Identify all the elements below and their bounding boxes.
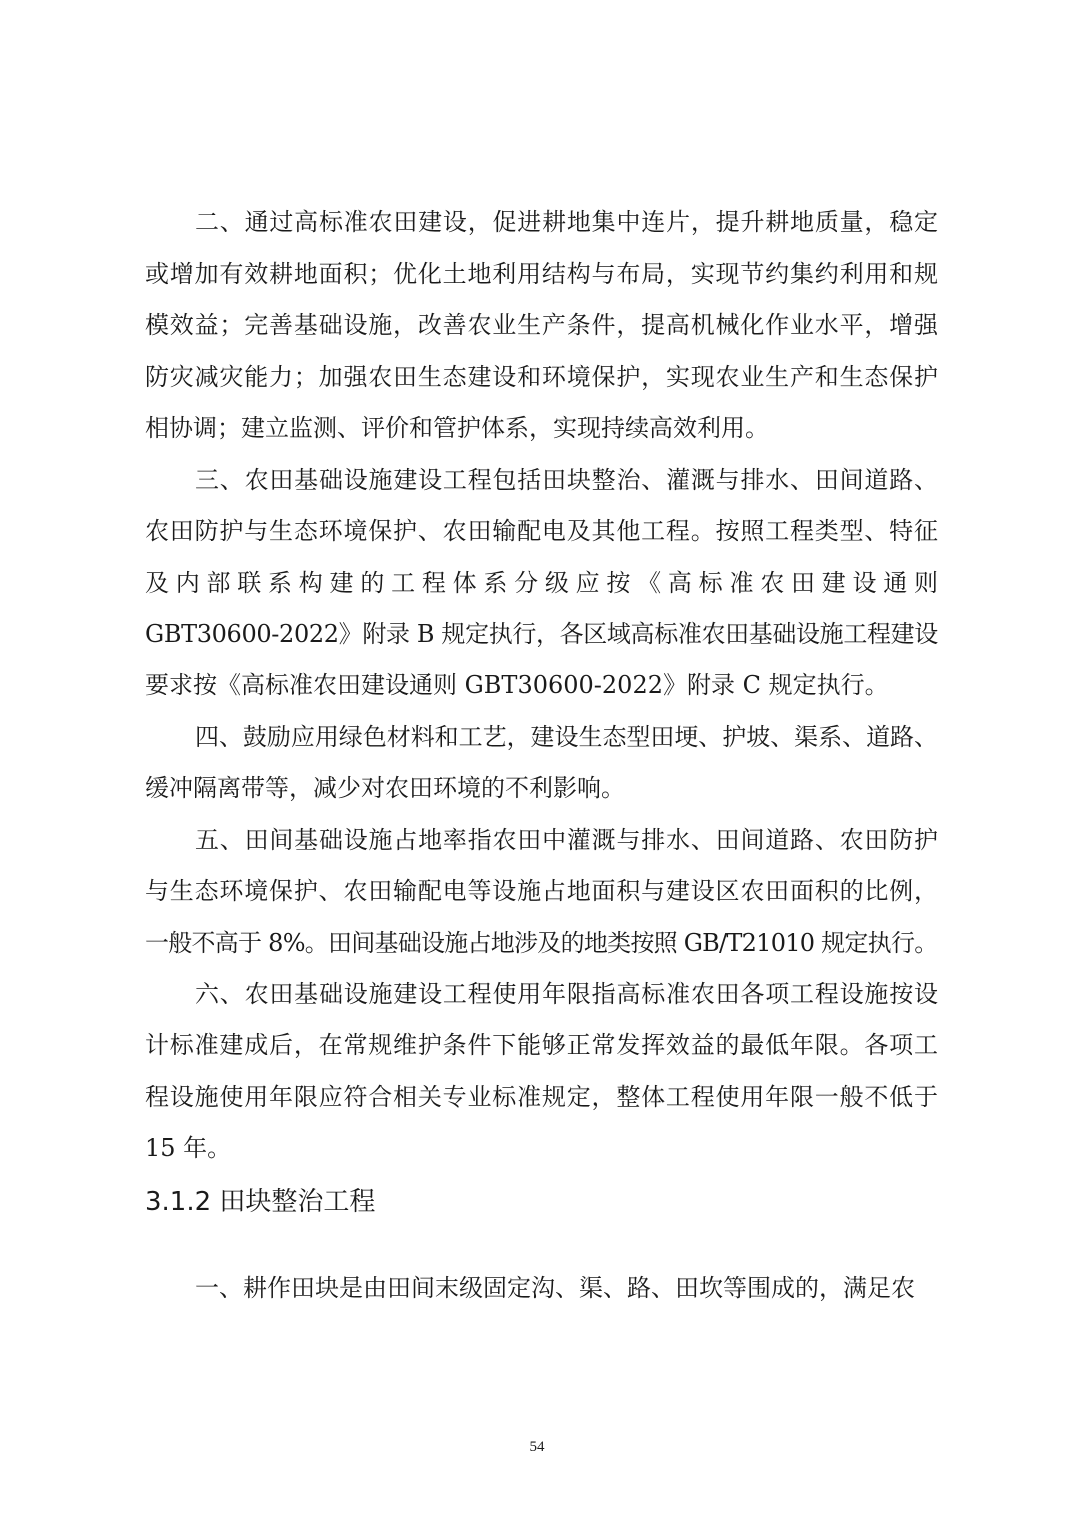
line-text: 六、农田基础设施建设工程使用年限指高标准农田各项工程设施按设 [195, 980, 939, 1008]
line-text: 计标准建成后，在常规维护条件下能够正常发挥效益的最低年限。各项工 [145, 1031, 939, 1059]
line-text: GBT30600-2022》附录 B 规定执行，各区域高标准农田基础设施工程建设 [145, 620, 938, 648]
line-text: 15 年。 [145, 1134, 232, 1162]
section-heading: 3.1.2 田块整治工程 [145, 1187, 376, 1217]
line-text: 相协调；建立监测、评价和管护体系，实现持续高效利用。 [145, 414, 769, 442]
line-text: 五、田间基础设施占地率指农田中灌溉与排水、田间道路、农田防护 [195, 826, 939, 854]
line-text: 要求按《高标准农田建设通则 GBT30600-2022》附录 C 规定执行。 [145, 671, 889, 699]
line-text: 与生态环境保护、农田输配电等设施占地面积与建设区农田面积的比例， [145, 877, 939, 905]
line-text: 一、耕作田块是由田间末级固定沟、渠、路、田坎等围成的，满足农 [195, 1274, 915, 1302]
line-text: 缓冲隔离带等，减少对农田环境的不利影响。 [145, 774, 625, 802]
line-text: 三、农田基础设施建设工程包括田块整治、灌溉与排水、田间道路、 [195, 466, 939, 494]
line-text: 四、鼓励应用绿色材料和工艺，建设生态型田埂、护坡、渠系、道路、 [195, 723, 938, 751]
line-text: 二、通过高标准农田建设，促进耕地集中连片，提升耕地质量，稳定 [195, 208, 939, 236]
line-text: 及内部联系构建的工程体系分级应按《高标准农田建设通则 [145, 569, 945, 597]
line-text: 一般不高于 8%。田间基础设施占地涉及的地类按照 GB/T21010 规定执行。 [145, 929, 938, 957]
line-text: 防灾减灾能力；加强农田生态建设和环境保护，实现农业生产和生态保护 [145, 363, 939, 391]
line-text: 或增加有效耕地面积；优化土地利用结构与布局，实现节约集约利用和规 [145, 260, 939, 288]
line-text: 农田防护与生态环境保护、农田输配电及其他工程。按照工程类型、特征 [145, 517, 939, 545]
line-text: 模效益；完善基础设施，改善农业生产条件，提高机械化作业水平，增强 [145, 311, 939, 339]
page-number: 54 [529, 1439, 545, 1455]
line-text: 程设施使用年限应符合相关专业标准规定，整体工程使用年限一般不低于 [145, 1083, 939, 1111]
